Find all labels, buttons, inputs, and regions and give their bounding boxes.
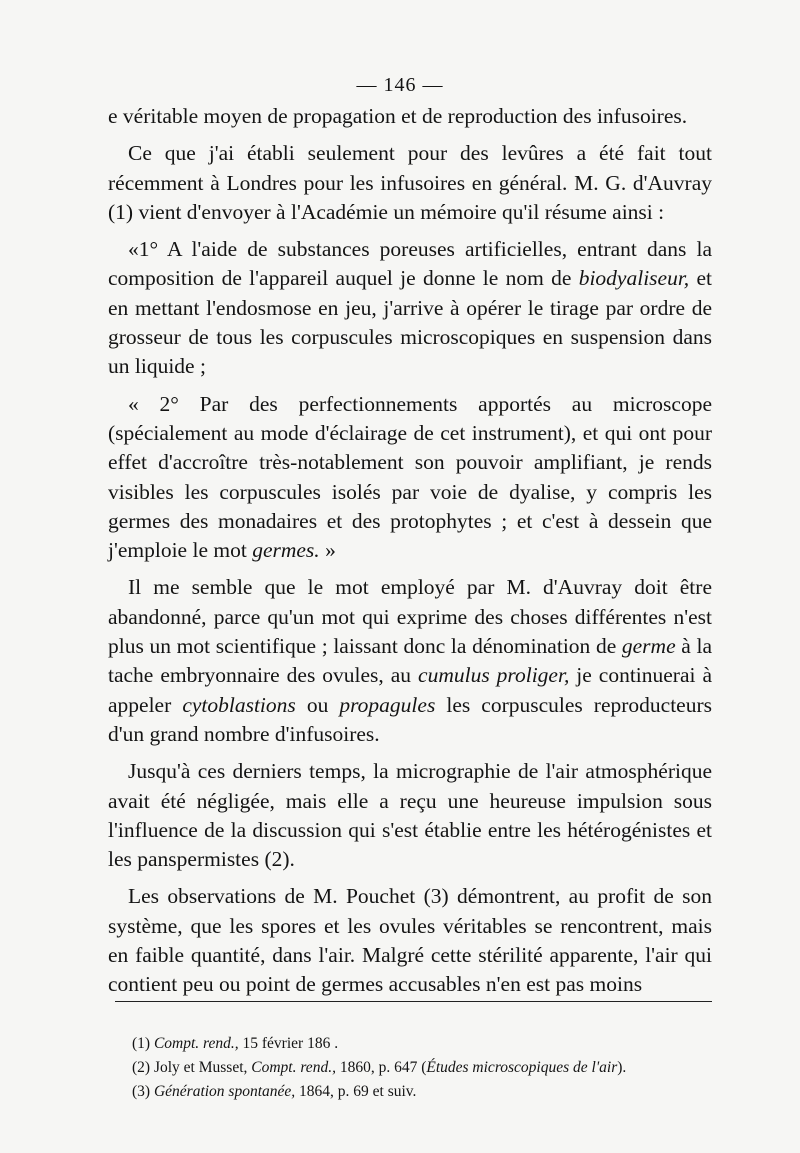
page-number: — 146 — bbox=[356, 74, 444, 96]
footnote-2-number: (2) bbox=[132, 1059, 151, 1076]
paragraph-3-text-c: et en mettant l'endosmose en jeu, j'arrive à opérer le tirage par ordre de grosseur de tous les corpuscules microscopiques en suspension dans un liquide ; bbox=[108, 266, 712, 379]
paragraph-5-italic-propagules: propagules bbox=[339, 692, 436, 717]
paragraph-7: Les observations de M. Pouchet (3) démontrent, au profit de son système, que les spores et les ovules véritables se rencontrent, mais en faible quantité, dans l'air. Malgré cette stérilité apparente, l'air qui contient peu ou point de germes accusables n'en est pas moins bbox=[108, 884, 712, 997]
paragraph-5-italic-cytoblastions: cytoblastions bbox=[182, 692, 296, 717]
footnote-2-close: ). bbox=[617, 1059, 627, 1076]
footnote-2-italic-title: Études microscopiques de l'air bbox=[426, 1059, 618, 1076]
paragraph-5-text-e: je continuerai à appeler bbox=[108, 663, 712, 717]
footnote-2-italic-source: Compt. rend., bbox=[251, 1059, 336, 1076]
footnote-1-italic: Compt. rend., bbox=[153, 1035, 239, 1052]
paragraph-3 bbox=[108, 235, 712, 381]
paragraph-1: e véritable moyen de propagation et de reproduction des infusoires. bbox=[108, 104, 688, 128]
paragraph-5-text-a: Il me semble que le mot employé par M. d'Auvray doit être abandonné, parce qu'un mot qui exprime des choses différentes n'est plus un mot scientifique ; laissant donc la dénomination de bbox=[108, 575, 712, 659]
paragraph-5 bbox=[108, 573, 712, 749]
footnote-2-text: 1860, p. 647 ( bbox=[335, 1059, 427, 1076]
paragraph-6: Jusqu'à ces derniers temps, la micrographie de l'air atmosphérique avait été négligée, mais elle a reçu une heureuse impulsion sous l'influence de la discussion qui s'est établie entre les hétérogénistes et les panspermistes (2). bbox=[108, 759, 712, 872]
paragraph-5-italic-germe: germe bbox=[621, 634, 676, 659]
paragraph-2: Ce que j'ai établi seulement pour des levûres a été fait tout récemment à Londres pour les infusoires en général. M. G. d'Auvray (1) vient d'envoyer à l'Académie un mémoire qu'il résume ainsi : bbox=[108, 141, 712, 224]
footnote-1 bbox=[132, 1032, 732, 1056]
footnotes bbox=[132, 1032, 732, 1104]
footnote-3 bbox=[132, 1080, 732, 1104]
paragraph-5-text-c: à la tache embryonnaire des ovules, au bbox=[108, 634, 712, 688]
paragraph-5-italic-cumulus: cumulus proliger, bbox=[418, 663, 570, 688]
footnote-3-text: 1864, p. 69 et suiv. bbox=[295, 1083, 417, 1100]
paragraph-5-text-g: ou bbox=[295, 692, 340, 717]
paragraph-4 bbox=[108, 390, 712, 566]
paragraph-5-text-i: les corpuscules reproducteurs d'un grand nombre d'infusoires. bbox=[108, 692, 713, 746]
body-text bbox=[108, 102, 712, 1008]
footnote-2-authors: Joly et Musset, bbox=[153, 1059, 252, 1076]
paragraph-3-text-a: «1° A l'aide de substances poreuses artificielles, entrant dans la composition de l'appareil auquel je donne le nom de bbox=[108, 237, 712, 291]
footnote-3-number: (3) bbox=[132, 1083, 151, 1100]
paragraph-4-text-c: » bbox=[319, 538, 336, 563]
paragraph-4-text-a: « 2° Par des perfectionnements apportés au microscope (spécialement au mode d'éclairage de cet instrument), et qui ont pour effet d'accroître très-notablement son pouvoir amplifiant, je rends visibles les corpuscules isolés par voie de dyalise, y compris les germes des monadaires et des protophytes ; et c'est à dessein que j'emploie le mot bbox=[108, 391, 712, 563]
footnote-3-italic: Génération spontanée, bbox=[153, 1083, 296, 1100]
footnote-1-number: (1) bbox=[132, 1035, 151, 1052]
footnote-1-text: 15 février 186 . bbox=[238, 1035, 339, 1052]
footnote-2 bbox=[132, 1056, 732, 1080]
paragraph-4-italic-germes: germes. bbox=[252, 538, 320, 563]
paragraph-3-italic-biodyaliseur: biodyaliseur, bbox=[578, 266, 690, 291]
footnote-rule bbox=[115, 1001, 712, 1002]
